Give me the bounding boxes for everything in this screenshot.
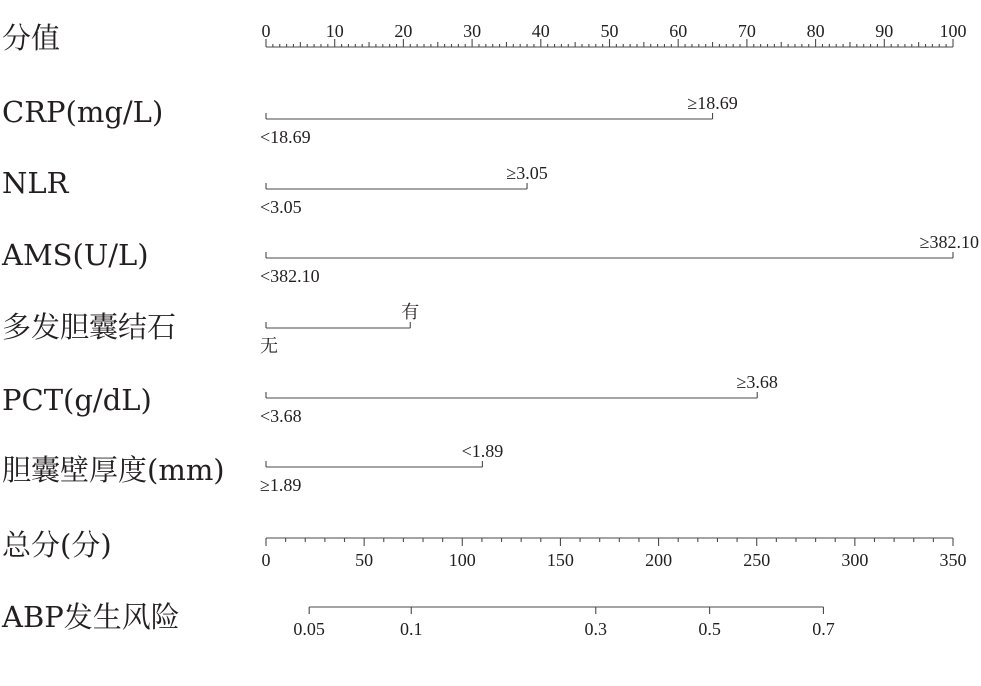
crp-label: CRP(mg/L) [2,95,164,129]
points-axis-tick-label: 50 [600,21,619,41]
total-points-axis [262,538,967,570]
variable-start-label: ≥1.89 [260,475,302,495]
ams-label: AMS(U/L) [2,238,149,272]
points-axis-tick-label: 10 [325,21,344,41]
points-axis [262,21,967,47]
risk-axis [293,607,834,639]
points-axis-tick-label: 100 [939,21,967,41]
variable-start-label: <3.68 [260,406,302,426]
nlr-label: NLR [2,166,69,200]
total-axis-tick-label: 50 [355,550,374,570]
points-axis-tick-label: 30 [463,21,482,41]
risk-scale-label: ABP发生风险 [2,600,180,634]
points-axis-tick-label: 70 [737,21,756,41]
variable-end-label: ≥18.69 [687,93,738,113]
variable-end-label: ≥3.05 [506,163,548,183]
variable-lines [260,93,979,495]
points-axis-tick-label: 40 [531,21,550,41]
total-points-label: 总分(分) [2,528,112,562]
multiple-gallstones-label: 多发胆囊结石 [2,310,177,344]
points-axis-tick-label: 90 [875,21,894,41]
risk-axis-tick-label: 0.1 [400,619,423,639]
total-axis-tick-label: 200 [645,550,673,570]
total-axis-tick-label: 100 [448,550,476,570]
points-axis-tick-label: 20 [394,21,413,41]
total-axis-tick-label: 350 [939,550,967,570]
variable-end-label: ≥3.68 [736,372,778,392]
variable-end-label: <1.89 [461,441,504,461]
gallbladder-wall-thickness-label: 胆囊壁厚度(mm) [2,453,225,487]
risk-axis-tick-label: 0.3 [584,619,608,639]
points-axis-tick-label: 80 [806,21,825,41]
total-axis-tick-label: 250 [743,550,771,570]
variable-start-label: <3.05 [260,197,302,217]
total-axis-tick-label: 0 [261,550,271,570]
variable-end-label: 有 [401,302,420,322]
risk-axis-tick-label: 0.5 [698,619,721,639]
points-axis-tick-label: 60 [669,21,688,41]
risk-axis-tick-label: 0.05 [293,619,325,639]
variable-end-label: ≥382.10 [919,232,979,252]
risk-axis-tick-label: 0.7 [812,619,835,639]
variable-start-label: <18.69 [260,127,311,147]
points-axis-tick-label: 0 [261,21,271,41]
total-axis-tick-label: 300 [841,550,869,570]
pct-label: PCT(g/dL) [2,383,152,417]
variable-start-label: 无 [260,336,278,356]
variable-start-label: <382.10 [260,266,320,286]
total-axis-tick-label: 150 [546,550,574,570]
points-scale-label: 分值 [2,21,61,55]
